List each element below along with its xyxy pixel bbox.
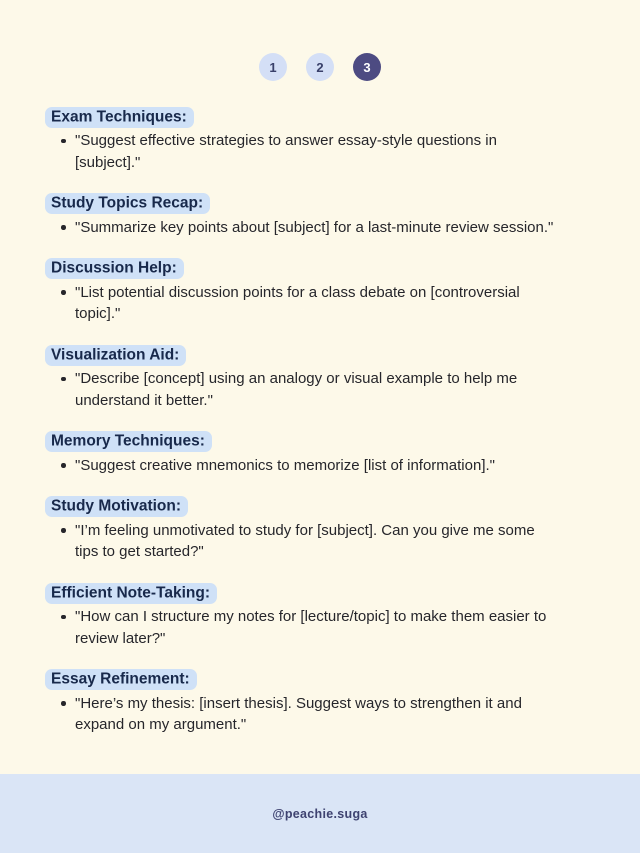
prompt-text: "How can I structure my notes for [lecture/topic] to make them easier to review later?": [45, 606, 560, 649]
pagination-dot-number: 3: [363, 59, 371, 75]
section-heading-highlight: Study Motivation:: [45, 496, 188, 517]
footer: [0, 774, 640, 853]
prompt-bullets: [45, 606, 602, 649]
section-heading-highlight: Discussion Help:: [45, 258, 184, 279]
section-heading: [45, 669, 602, 691]
prompt-section: [45, 344, 602, 411]
prompt-section: [45, 106, 602, 173]
prompt-bullets: [45, 217, 602, 239]
prompt-section: [45, 193, 602, 239]
prompt-bullets: [45, 368, 602, 411]
prompt-bullets: [45, 455, 602, 477]
prompt-bullets: [45, 520, 602, 563]
prompt-text: "Suggest effective strategies to answer essay-style questions in [subject].": [45, 130, 560, 173]
section-heading-highlight: Study Topics Recap:: [45, 193, 210, 214]
prompt-section: [45, 496, 602, 563]
prompt-text: "Describe [concept] using an analogy or visual example to help me understand it better.": [45, 368, 560, 411]
pagination: [0, 0, 640, 81]
section-heading-highlight: Visualization Aid:: [45, 345, 186, 366]
prompt-text: "I’m feeling unmotivated to study for [subject]. Can you give me some tips to get started?": [45, 520, 560, 563]
pagination-dot-number: 1: [269, 59, 277, 75]
prompt-list: [0, 81, 640, 736]
section-heading-highlight: Essay Refinement:: [45, 669, 197, 690]
pagination-dot[interactable]: [259, 53, 287, 81]
prompt-bullets: [45, 130, 602, 173]
prompt-section: [45, 431, 602, 477]
prompt-section: [45, 582, 602, 649]
section-heading: [45, 106, 602, 128]
social-handle: @peachie.suga: [272, 806, 368, 821]
section-heading-highlight: Exam Techniques:: [45, 107, 194, 128]
section-heading: [45, 431, 602, 453]
prompt-bullets: [45, 693, 602, 736]
section-heading-highlight: Memory Techniques:: [45, 431, 212, 452]
prompt-bullets: [45, 282, 602, 325]
prompt-text: "Suggest creative mnemonics to memorize [list of information].": [45, 455, 560, 477]
section-heading: [45, 193, 602, 215]
prompt-section: [45, 669, 602, 736]
pagination-dot-number: 2: [316, 59, 324, 75]
prompt-section: [45, 258, 602, 325]
prompt-text: "List potential discussion points for a class debate on [controversial topic].": [45, 282, 560, 325]
section-heading-highlight: Efficient Note-Taking:: [45, 583, 217, 604]
section-heading: [45, 258, 602, 280]
section-heading: [45, 582, 602, 604]
pagination-dot[interactable]: [306, 53, 334, 81]
section-heading: [45, 344, 602, 366]
pagination-dot[interactable]: [353, 53, 381, 81]
section-heading: [45, 496, 602, 518]
prompt-text: "Summarize key points about [subject] for a last-minute review session.": [45, 217, 560, 239]
prompt-text: "Here’s my thesis: [insert thesis]. Suggest ways to strengthen it and expand on my argument.": [45, 693, 560, 736]
